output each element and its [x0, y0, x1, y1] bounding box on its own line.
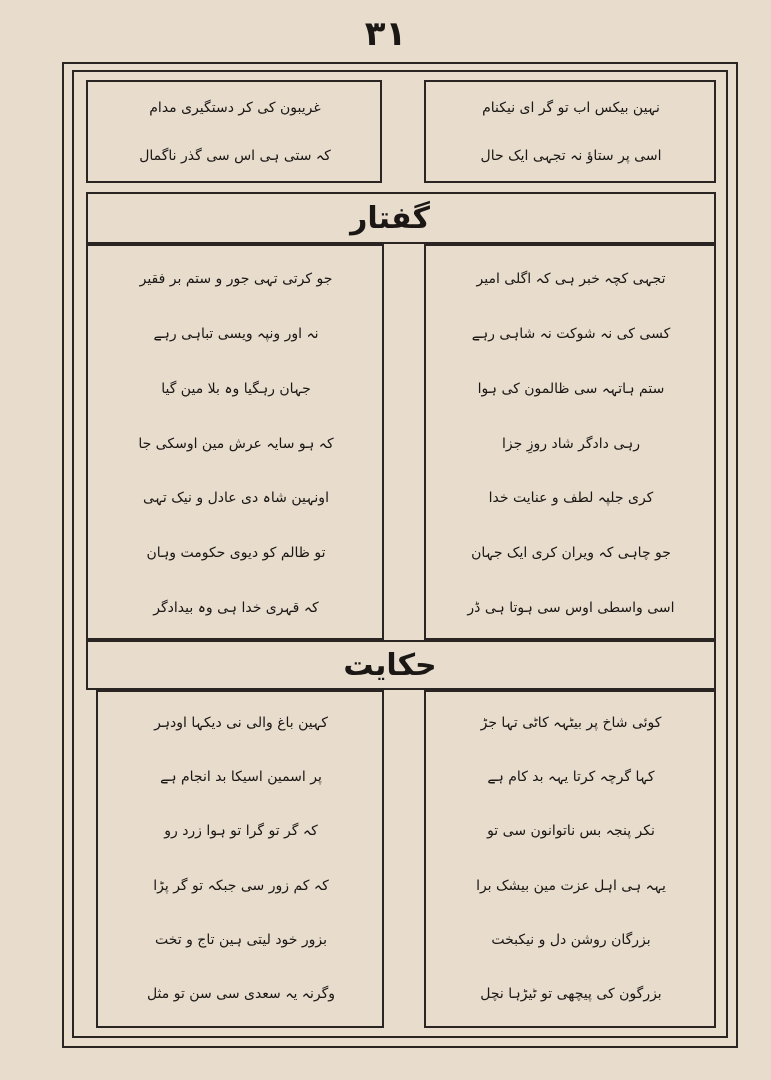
verse-line: تو ظالم کو دیوی حکومت وہان: [146, 545, 326, 562]
verse-line: کہ ہو سایہ عرش مین اوسکی جا: [138, 435, 334, 452]
top-stanza-right: [428, 84, 714, 180]
verse-line: کوئی شاخ پر بیٹہہ کاٹی تہا جڑ: [480, 714, 662, 731]
verse-line: کہ قہری خدا ہی وہ بیدادگر: [153, 600, 319, 617]
verse-line: نہ اور ونپہ ویسی تباہی رہے: [153, 325, 319, 342]
verse-line: کری جلپہ لطف و عنایت خدا: [488, 490, 654, 507]
section-2-right: [428, 696, 714, 1022]
verse-line: کہ کم زور سی جبکہ تو گر پڑا: [153, 877, 329, 894]
verse-line: بزور خود لیتی ہین تاج و تخت: [154, 932, 328, 949]
verse-line: وگرنہ یہ سعدی سی سن تو مثل: [146, 986, 336, 1003]
verse-line: غریبون کی کر دستگیری مدام: [149, 99, 321, 116]
verse-line: پر اسمین اسیکا بد انجام ہے: [160, 769, 322, 786]
verse-line: جو کرتی تہی جور و ستم بر فقیر: [139, 271, 333, 288]
section-1-left: [90, 252, 382, 636]
verse-line: کسی کی نہ شوکت نہ شاہی رہے: [471, 325, 671, 342]
page-number: ۳۱: [364, 14, 407, 54]
verse-line: کہین باغ والی نی دیکہا اودہر: [154, 714, 328, 731]
verse-line: بزرگان روشن دل و نیکبخت: [491, 932, 651, 949]
verse-line: رہی دادگر شاد روزِ جزا: [502, 435, 640, 452]
section-2-left: [100, 696, 382, 1022]
section-1-right: [428, 252, 714, 636]
top-stanza-left: [90, 84, 380, 180]
verse-line: نہین بیکس اب تو گر ای نیکنام: [482, 99, 660, 116]
verse-line: ستم ہاتہہ سی ظالمون کی ہوا: [477, 380, 665, 397]
verse-line: کہ گر تو گرا تو ہوا زرد رو: [164, 823, 318, 840]
verse-line: یہہ ہی اہل عزت مین بیشک برا: [476, 877, 666, 894]
verse-line: اونہین شاہ دی عادل و نیک تہی: [143, 490, 329, 507]
verse-line: کہ ستی ہی اس سی گذر ناگمال: [139, 147, 331, 164]
heading-guftar: گفتار: [350, 200, 430, 236]
verse-line: جو چاہی کہ ویران کری ایک جہان: [471, 545, 671, 562]
verse-line: تجہی کچہ خبر ہی کہ اگلی امیر: [476, 271, 666, 288]
verse-line: کہا گرچہ کرتا یہہ بد کام ہے: [487, 769, 655, 786]
verse-line: نکر پنجہ بس ناتوانون سی تو: [487, 823, 655, 840]
verse-line: بزرگون کی پیچھی تو ٹیڑہا نچل: [480, 986, 662, 1003]
heading-hikayat: حکایت: [343, 647, 437, 683]
verse-line: اسی پر ستاؤ نہ تجہی ایک حال: [480, 147, 662, 164]
verse-line: جہان رہگیا وہ بلا مین گیا: [161, 380, 311, 397]
verse-line: اسی واسطی اوس سی ہوتا ہی ڈر: [467, 600, 675, 617]
